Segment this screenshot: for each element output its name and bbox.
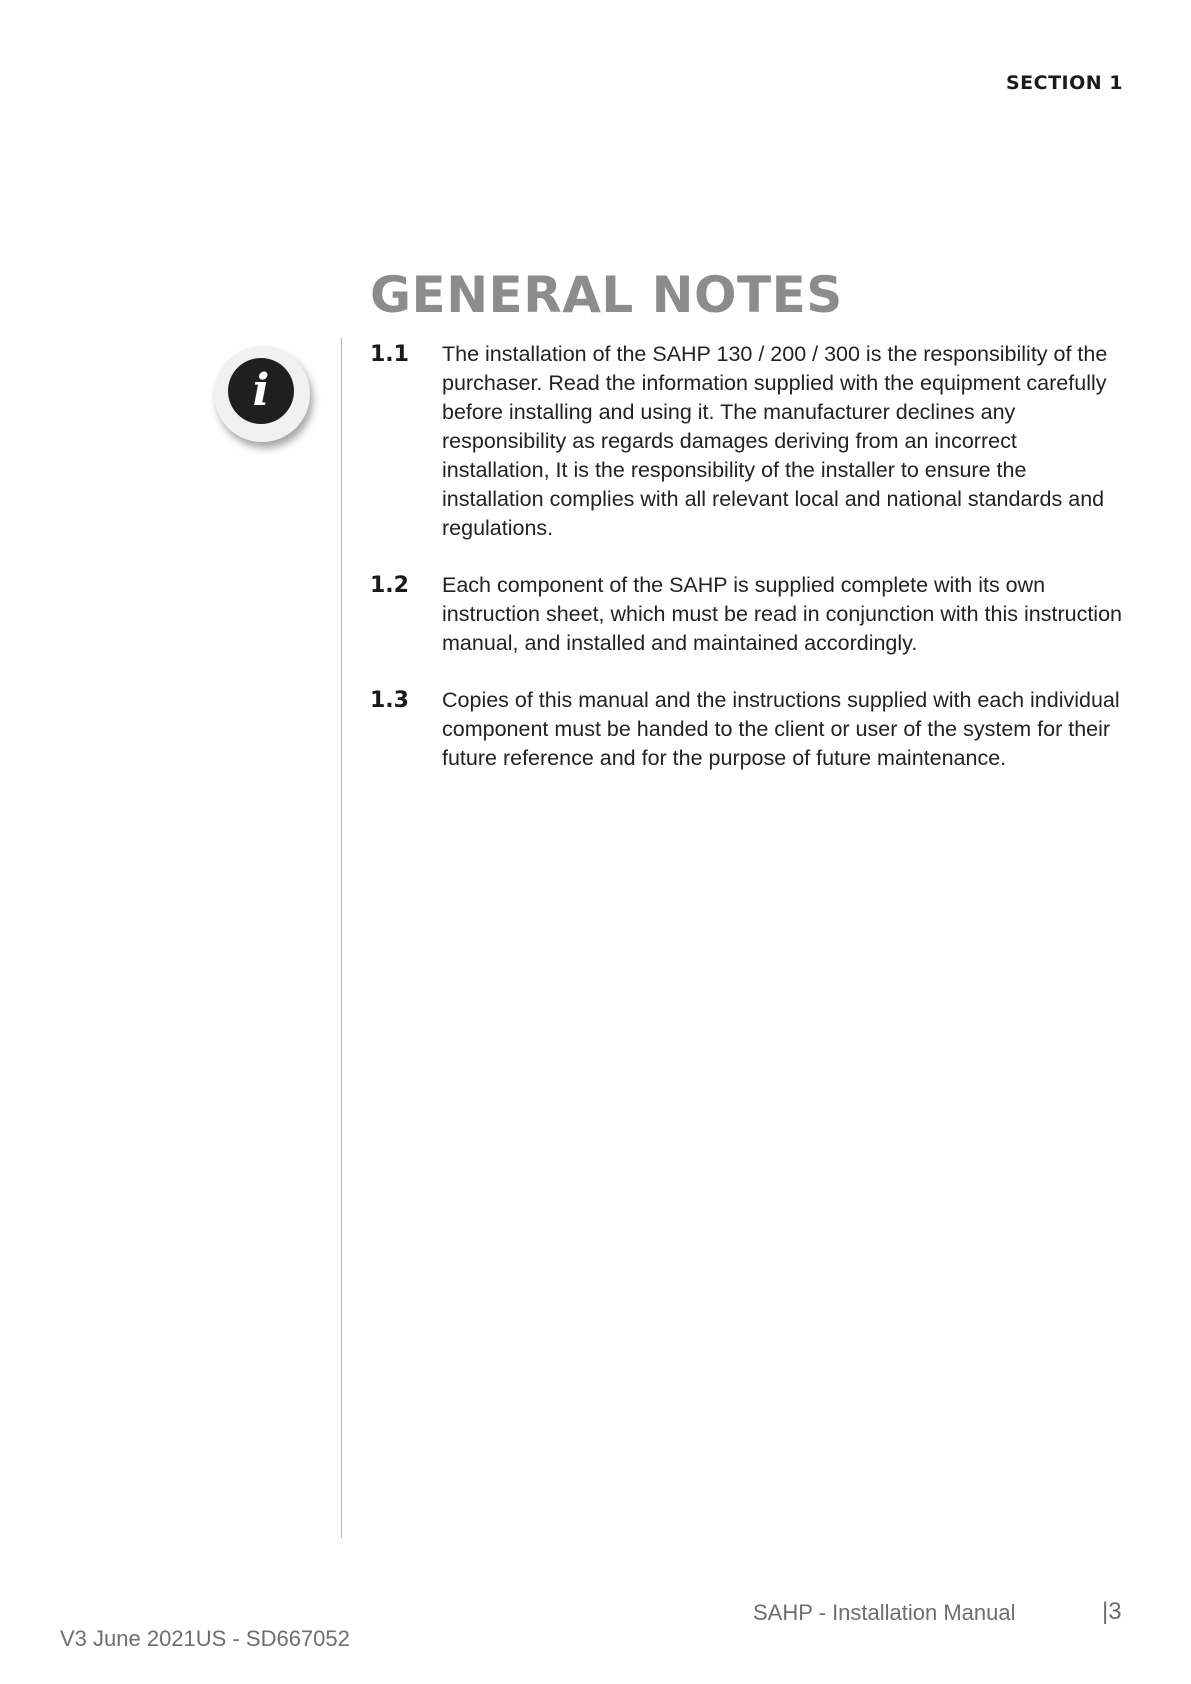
page-title: GENERAL NOTES [370,266,843,324]
note-text: Copies of this manual and the instructions supplied with each individual component must be handed to the client or user of the system for their future reference and for the purpose of future maintenance. [442,688,1120,770]
info-icon [228,358,294,424]
note-text: Each component of the SAHP is supplied complete with its own instruction sheet, which must be read in conjunction with this instruction manual, and installed and maintained accordingly. [442,573,1122,655]
margin-divider [341,338,342,1538]
note-number: 1.2 [370,573,409,598]
notes-list [370,340,1130,801]
section-label: SECTION 1 [1005,72,1123,94]
note-item [370,571,1130,658]
footer-page-number: |3 [1102,1598,1122,1625]
footer-manual-title: SAHP - Installation Manual [753,1600,1016,1625]
note-number: 1.3 [370,688,409,713]
note-item [370,340,1130,543]
footer-version: V3 June 2021US - SD667052 [60,1626,350,1651]
note-item [370,686,1130,773]
note-number: 1.1 [370,342,409,367]
info-icon-glyph: i [252,365,270,416]
info-badge [214,346,310,442]
note-text: The installation of the SAHP 130 / 200 / 300 is the responsibility of the purchaser. Read the information supplied with the equipment carefully before installing and using it. The manufacturer declines any responsibility as regards damages deriving from an incorrect installation, It is the responsibility of the installer to ensure the installation complies with all relevant local and national standards and regulations. [442,342,1108,540]
